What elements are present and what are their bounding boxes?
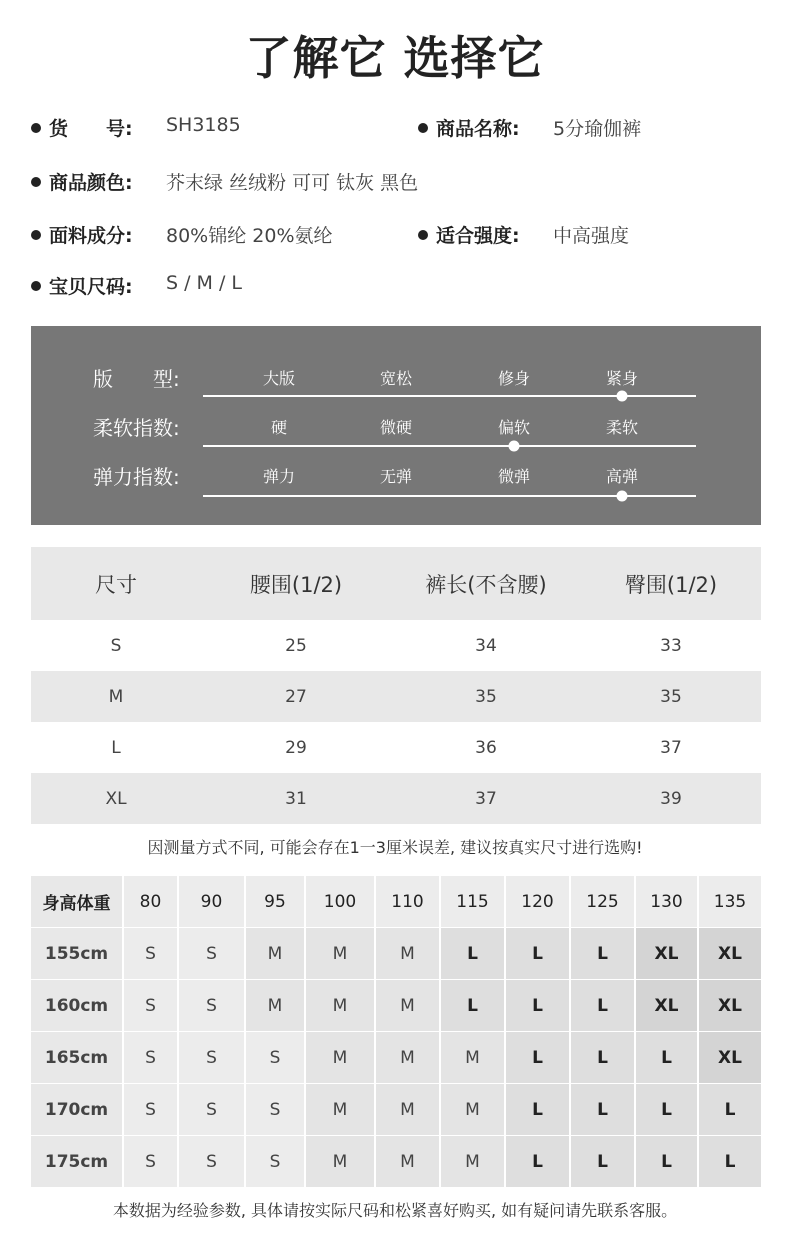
info-color [31, 168, 419, 195]
info-value: 5分瑜伽裤 [553, 118, 642, 140]
table-cell: 27 [285, 686, 307, 707]
table-cell: 130 [636, 876, 697, 927]
size-note: 因测量方式不同, 可能会存在1一3厘米误差, 建议按真实尺寸进行选购! [147, 838, 643, 857]
table-cell: 95 [246, 876, 304, 927]
scale-option: 无弹 [379, 467, 413, 486]
table-cell: 29 [285, 737, 307, 758]
scale-option: 高弹 [605, 467, 639, 486]
table-row [31, 620, 761, 671]
table-cell: L [506, 980, 569, 1031]
scale-label: 版 型: [93, 367, 180, 391]
table-cell: M [441, 1032, 504, 1083]
table-cell: 31 [285, 788, 307, 809]
table-cell: L [571, 980, 634, 1031]
scale-option: 柔软 [605, 418, 639, 437]
scale-option: 宽松 [379, 369, 413, 388]
table-cell: L [506, 1084, 569, 1135]
table-cell: 37 [475, 788, 497, 809]
table-cell: L [506, 928, 569, 979]
table-cell: S [179, 928, 244, 979]
info-intensity [418, 221, 630, 248]
table-cell: 115 [441, 876, 504, 927]
table-cell: 37 [660, 737, 682, 758]
size-table-header-cell: 臀围(1/2) [624, 572, 718, 597]
table-cell: M [306, 1032, 374, 1083]
table-cell: S [124, 980, 177, 1031]
table-cell: XL [636, 980, 697, 1031]
fit-scale-panel [31, 326, 761, 525]
info-label: 商品名称: [436, 118, 520, 140]
table-cell: M [246, 928, 304, 979]
info-item-no [31, 114, 241, 141]
page-title: 了解它 选择它 [245, 31, 545, 85]
info-label: 宝贝尺码: [49, 276, 133, 298]
info-label: 适合强度: [436, 225, 520, 247]
table-cell: L [506, 1136, 569, 1187]
table-cell: M [376, 1084, 439, 1135]
info-product-name [418, 114, 642, 141]
table-cell: L [571, 1136, 634, 1187]
table-row [31, 671, 761, 722]
table-cell: S [179, 980, 244, 1031]
scale-option: 硬 [270, 418, 288, 437]
info-fabric [31, 221, 333, 248]
scale-marker [509, 441, 520, 452]
table-cell: 125 [571, 876, 634, 927]
table-cell: M [441, 1084, 504, 1135]
table-cell: L [571, 928, 634, 979]
table-cell: M [306, 980, 374, 1031]
table-cell: M [376, 1136, 439, 1187]
table-cell: 135 [699, 876, 761, 927]
size-table-header-cell: 腰围(1/2) [249, 572, 343, 597]
table-cell: M [306, 1084, 374, 1135]
table-row [31, 928, 761, 979]
table-cell: M [306, 1136, 374, 1187]
bullet-icon [31, 230, 41, 240]
scale-option: 微弹 [497, 467, 531, 486]
info-value: SH3185 [166, 114, 241, 136]
table-row [31, 722, 761, 773]
table-cell: M [376, 1032, 439, 1083]
table-cell: XL [105, 788, 127, 809]
scale-label: 柔软指数: [93, 416, 180, 440]
table-cell: 120 [506, 876, 569, 927]
table-cell: L [441, 928, 504, 979]
table-row [31, 1136, 761, 1187]
table-cell: XL [636, 928, 697, 979]
table-cell: S [179, 1084, 244, 1135]
info-value: S / M / L [166, 272, 242, 294]
table-row [31, 773, 761, 824]
table-cell: S [124, 1084, 177, 1135]
table-cell: 39 [660, 788, 682, 809]
table-cell: S [110, 635, 122, 656]
bullet-icon [418, 230, 428, 240]
table-cell: 35 [660, 686, 682, 707]
scale-marker [617, 391, 628, 402]
table-cell: M [306, 928, 374, 979]
table-cell: 110 [376, 876, 439, 927]
size-table [31, 547, 761, 824]
scale-option: 弹力 [262, 467, 296, 486]
scale-option: 紧身 [605, 369, 639, 388]
table-cell: XL [699, 980, 761, 1031]
table-cell: L [699, 1084, 761, 1135]
table-cell: L [636, 1084, 697, 1135]
table-cell: 33 [660, 635, 682, 656]
recommendation-header-row [31, 876, 761, 927]
table-cell: 165cm [31, 1032, 122, 1083]
table-cell: L [571, 1084, 634, 1135]
table-cell: L [699, 1136, 761, 1187]
table-cell: L [636, 1136, 697, 1187]
scale-option: 修身 [497, 369, 531, 388]
table-cell: 100 [306, 876, 374, 927]
table-cell: 160cm [31, 980, 122, 1031]
scale-track [203, 445, 696, 447]
scale-label: 弹力指数: [93, 465, 180, 489]
table-cell: L [571, 1032, 634, 1083]
table-cell: 身高体重 [31, 876, 122, 927]
table-cell: XL [699, 928, 761, 979]
table-cell: 175cm [31, 1136, 122, 1187]
table-cell: S [179, 1032, 244, 1083]
table-cell: M [246, 980, 304, 1031]
table-cell: XL [699, 1032, 761, 1083]
table-cell: M [376, 980, 439, 1031]
info-label: 面料成分: [49, 225, 133, 247]
scale-option: 偏软 [497, 418, 531, 437]
bullet-icon [31, 123, 41, 133]
info-sizes [31, 272, 242, 299]
info-label: 商品颜色: [49, 172, 133, 194]
table-cell: S [179, 1136, 244, 1187]
table-cell: L [111, 737, 121, 758]
scale-marker [617, 491, 628, 502]
info-label: 货 号: [49, 118, 133, 140]
table-cell: 80 [124, 876, 177, 927]
info-value: 中高强度 [553, 225, 630, 247]
table-cell: S [246, 1084, 304, 1135]
info-value: 80%锦纶 20%氨纶 [166, 225, 333, 247]
table-cell: S [124, 1032, 177, 1083]
table-cell: 90 [179, 876, 244, 927]
table-row [31, 1032, 761, 1083]
table-row [31, 980, 761, 1031]
bullet-icon [31, 177, 41, 187]
table-cell: L [636, 1032, 697, 1083]
info-value: 芥末绿 丝绒粉 可可 钛灰 黑色 [166, 172, 419, 194]
table-cell: L [441, 980, 504, 1031]
recommendation-note: 本数据为经验参数, 具体请按实际尺码和松紧喜好购买, 如有疑问请先联系客服。 [112, 1201, 678, 1220]
table-cell: S [124, 1136, 177, 1187]
size-recommendation-table [31, 876, 761, 1188]
size-table-header-cell: 裤长(不含腰) [425, 572, 547, 597]
table-cell: 170cm [31, 1084, 122, 1135]
table-cell: 155cm [31, 928, 122, 979]
table-cell: S [246, 1136, 304, 1187]
table-cell: S [246, 1032, 304, 1083]
table-cell: M [441, 1136, 504, 1187]
size-table-header [31, 547, 761, 620]
table-cell: 36 [475, 737, 497, 758]
bullet-icon [418, 123, 428, 133]
size-table-header-cell: 尺寸 [95, 572, 137, 597]
scale-option: 大版 [262, 369, 296, 388]
scale-option: 微硬 [379, 418, 413, 437]
table-cell: 34 [475, 635, 497, 656]
table-row [31, 1084, 761, 1135]
bullet-icon [31, 281, 41, 291]
table-cell: L [506, 1032, 569, 1083]
table-cell: M [108, 686, 124, 707]
table-cell: S [124, 928, 177, 979]
table-cell: 25 [285, 635, 307, 656]
table-cell: M [376, 928, 439, 979]
table-cell: 35 [475, 686, 497, 707]
